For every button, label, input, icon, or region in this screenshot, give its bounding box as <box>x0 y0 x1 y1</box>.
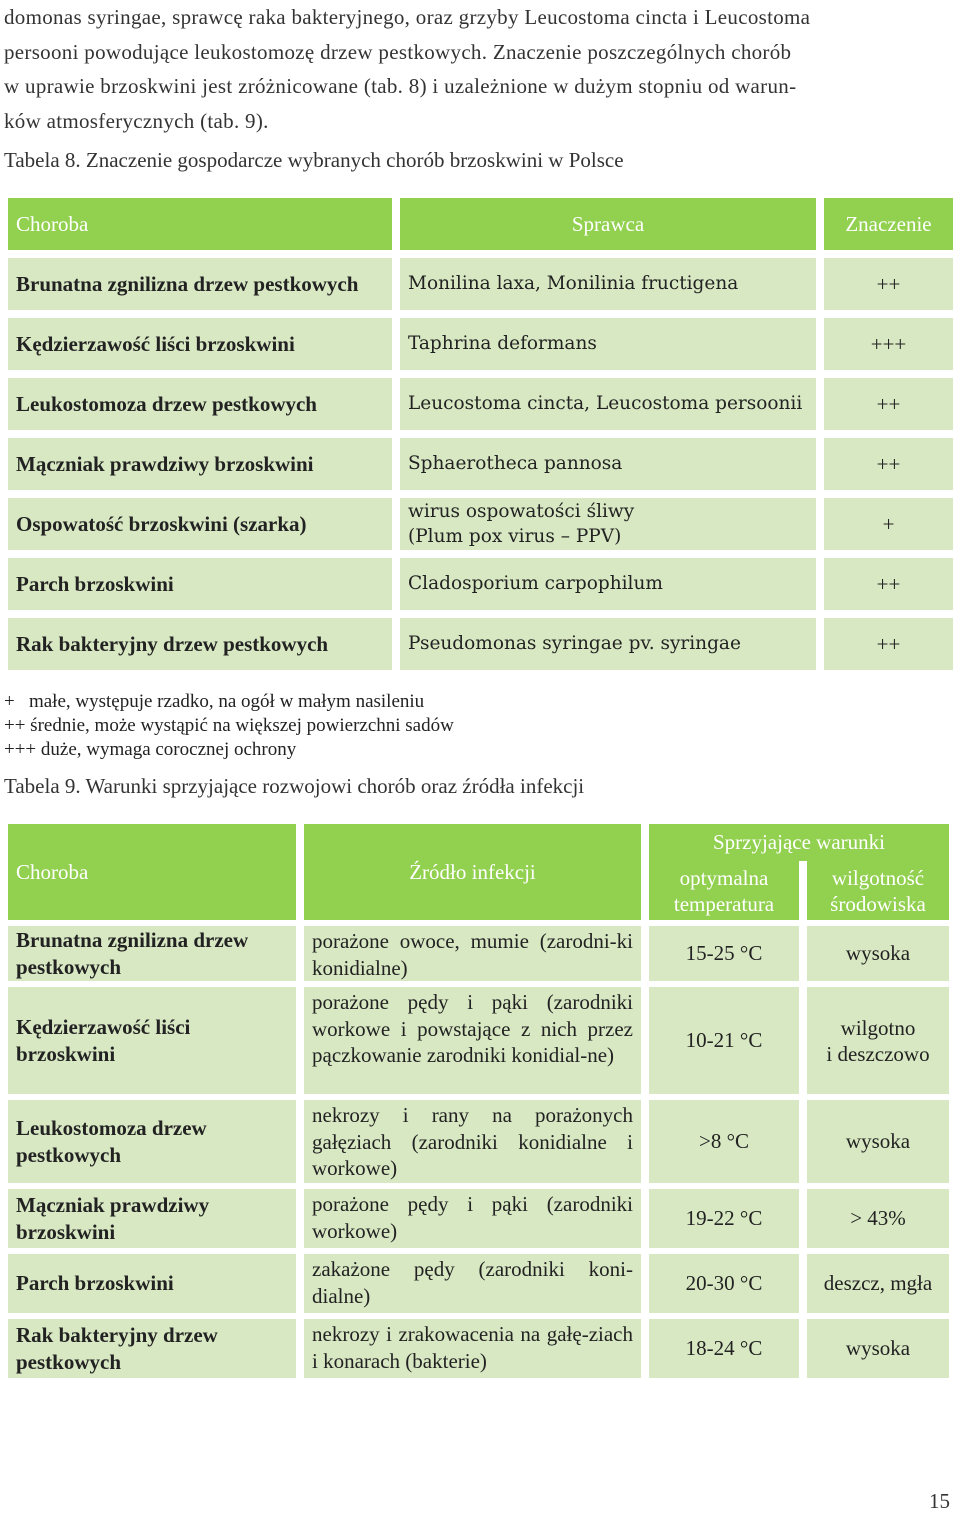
table9-cell-choroba: Leukostomoza drzew pestkowych <box>8 1100 296 1183</box>
intro-line: ków atmosferycznych (tab. 9). <box>4 108 269 133</box>
table9-cell-zrodlo: nekrozy i rany na porażonych gałęziach (zarodniki konidialne i workowe) <box>304 1100 641 1183</box>
table8-cell-znaczenie: ++ <box>824 438 953 490</box>
header-line: środowiska <box>830 891 926 916</box>
table9-cell-temp: 15-25 °C <box>649 926 799 981</box>
table8-cell-choroba: Brunatna zgnilizna drzew pestkowych <box>8 258 392 310</box>
table9-cell-temp: >8 °C <box>649 1100 799 1183</box>
intro-paragraph <box>4 0 954 138</box>
table8-cell-sprawca: Monilina laxa, Monilinia fructigena <box>400 258 816 310</box>
table9-cell-zrodlo: porażone pędy i pąki (zarodniki workowe i powstające z nich przez pączkowanie zarodniki konidial-ne) <box>304 987 641 1094</box>
legend-item: + małe, występuje rzadko, na ogół w małym nasileniu <box>4 691 425 712</box>
intro-line: w uprawie brzoskwini jest zróżnicowane (tab. 8) i uzależnione w dużym stopniu od warun- <box>4 74 797 98</box>
page-number: 15 <box>929 1489 950 1513</box>
table8-cell-choroba: Mączniak prawdziwy brzoskwini <box>8 438 392 490</box>
table8-cell-znaczenie: ++ <box>824 618 953 670</box>
wilg-line: i deszczowo <box>826 1041 930 1066</box>
table8-cell-choroba: Kędzierzawość liści brzoskwini <box>8 318 392 370</box>
legend-item: +++ duże, wymaga corocznej ochrony <box>4 739 297 760</box>
table8-cell-sprawca: Sphaerotheca pannosa <box>400 438 816 490</box>
table8-cell-sprawca: Leucostoma cincta, Leucostoma persoonii <box>400 378 816 430</box>
table9-cell-zrodlo: nekrozy i zrakowacenia na gałę-ziach i konarach (bakterie) <box>304 1319 641 1378</box>
table8-header-sprawca: Sprawca <box>400 198 816 250</box>
table9-cell-temp: 18-24 °C <box>649 1319 799 1378</box>
table9-header-temperatura <box>649 861 799 920</box>
table8-header-choroba: Choroba <box>8 198 392 250</box>
table9-header-warunki: Sprzyjające warunki <box>649 824 949 861</box>
table8-sprawca-line: (Plum pox virus – PPV) <box>408 526 622 547</box>
table8-legend <box>4 690 454 762</box>
table8-cell-znaczenie: ++ <box>824 258 953 310</box>
table9-cell-wilg: wysoka <box>807 1319 949 1378</box>
header-line: temperatura <box>673 891 775 916</box>
intro-line: persooni powodujące leukostomozę drzew pestkowych. Znaczenie poszczególnych chorób <box>4 39 792 64</box>
table9-cell-choroba: Rak bakteryjny drzew pestkowych <box>8 1319 296 1378</box>
table9-cell-choroba: Brunatna zgnilizna drzew pestkowych <box>8 926 296 981</box>
table9-cell-zrodlo: porażone owoce, mumie (zarodni-ki konidialne) <box>304 926 641 981</box>
table8-cell-sprawca <box>400 498 816 550</box>
table9-cell-wilg <box>807 987 949 1094</box>
wilg-line: wilgotno <box>840 1015 916 1040</box>
table9-cell-wilg: > 43% <box>807 1189 949 1248</box>
table8-caption: Tabela 8. Znaczenie gospodarcze wybranych chorób brzoskwini w Polsce <box>4 148 624 172</box>
table8-sprawca-line: wirus ospowatości śliwy <box>408 501 635 522</box>
table9-cell-temp: 10-21 °C <box>649 987 799 1094</box>
table8-cell-choroba: Parch brzoskwini <box>8 558 392 610</box>
table8-cell-choroba: Ospowatość brzoskwini (szarka) <box>8 498 392 550</box>
header-line: wilgotność <box>831 865 925 890</box>
table8-cell-sprawca: Pseudomonas syringae pv. syringae <box>400 618 816 670</box>
table9-cell-choroba: Mączniak prawdziwy brzoskwini <box>8 1189 296 1248</box>
table9-cell-zrodlo: zakażone pędy (zarodniki koni-dialne) <box>304 1254 641 1313</box>
table9-cell-wilg: wysoka <box>807 1100 949 1183</box>
table8-cell-znaczenie: + <box>824 498 953 550</box>
table8-cell-sprawca: Cladosporium carpophilum <box>400 558 816 610</box>
table9-cell-temp: 20-30 °C <box>649 1254 799 1313</box>
table8-cell-choroba: Rak bakteryjny drzew pestkowych <box>8 618 392 670</box>
table9-caption: Tabela 9. Warunki sprzyjające rozwojowi chorób oraz źródła infekcji <box>4 774 585 798</box>
table9-cell-wilg: deszcz, mgła <box>807 1254 949 1313</box>
table9-cell-zrodlo: porażone pędy i pąki (zarodniki workowe) <box>304 1189 641 1248</box>
table8-cell-choroba: Leukostomoza drzew pestkowych <box>8 378 392 430</box>
intro-line: domonas syringae, sprawcę raka bakteryjnego, oraz grzyby Leucostoma cincta i Leucostoma <box>4 5 811 29</box>
table9-header-wilgotnosc <box>807 861 949 920</box>
header-line: optymalna <box>679 865 769 890</box>
table8-cell-sprawca: Taphrina deformans <box>400 318 816 370</box>
table9-cell-choroba: Parch brzoskwini <box>8 1254 296 1313</box>
table9-cell-wilg: wysoka <box>807 926 949 981</box>
table8 <box>8 198 953 670</box>
table8-cell-znaczenie: ++ <box>824 558 953 610</box>
table9 <box>8 824 953 1378</box>
table8-cell-znaczenie: +++ <box>824 318 953 370</box>
table8-cell-znaczenie: ++ <box>824 378 953 430</box>
table8-header-znaczenie: Znaczenie <box>824 198 953 250</box>
table9-header-zrodlo: Źródło infekcji <box>304 824 641 920</box>
legend-item: ++ średnie, może wystąpić na większej powierzchni sadów <box>4 715 454 736</box>
table9-header-choroba: Choroba <box>8 824 296 920</box>
table9-cell-choroba: Kędzierzawość liści brzoskwini <box>8 987 296 1094</box>
table9-cell-temp: 19-22 °C <box>649 1189 799 1248</box>
